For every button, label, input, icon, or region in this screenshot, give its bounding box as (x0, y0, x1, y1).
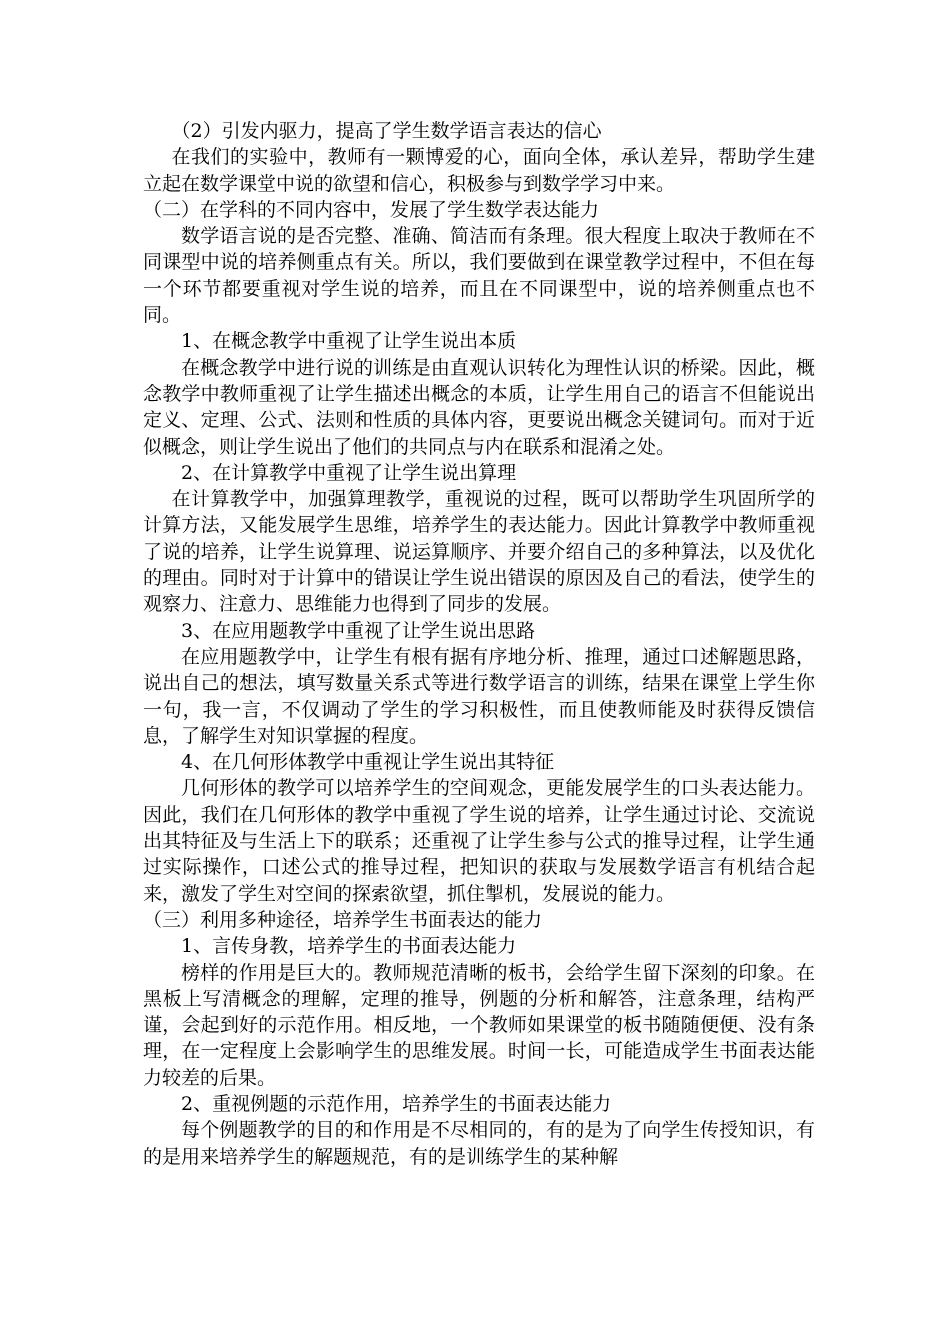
body-paragraph: 每个例题教学的目的和作用是不尽相同的，有的是为了向学生传授知识，有的是用来培养学生的解题规范，有的是训练学生的某种解 (143, 1119, 815, 1168)
document-page (143, 118, 815, 1170)
subheading-paragraph: 2、在计算教学中重视了让学生说出算理 (181, 461, 517, 484)
subheading-paragraph: （2）引发内驱力，提高了学生数学语言表达的信心 (171, 120, 602, 142)
body-paragraph: 数学语言说的是否完整、准确、简洁而有条理。很大程度上取决于教师在不同课型中说的培养侧重点有关。所以，我们要做到在课堂教学过程中，不但在每一个环节都要重视对学生说的培养，而且在不同课型中，说的培养侧重点也不同。 (143, 225, 815, 327)
section-heading: （三）利用多种途径，培养学生书面表达的能力 (143, 908, 543, 931)
body-paragraph: 几何形体的教学可以培养学生的空间观念，更能发展学生的口头表达能力。因此，我们在几何形体的教学中重视了学生说的培养，让学生通过讨论、交流说出其特征及与生活上下的联系；还重视了让学生参与公式的推导过程，让学生通过实际操作，口述公式的推导过程，把知识的获取与发展数学语言有机结合起来，激发了学生对空间的探索欲望，抓住掣机，发展说的能力。 (143, 777, 815, 905)
subheading-paragraph: 1、在概念教学中重视了让学生说出本质 (181, 330, 517, 353)
body-paragraph: 在概念教学中进行说的训练是由直观认识转化为理性认识的桥梁。因此，概念教学中教师重视了让学生描述出概念的本质，让学生用自己的语言不但能说出定义、定理、公式、法则和性质的具体内容，更要说出概念关键词句。而对于近似概念，则让学生说出了他们的共同点与内在联系和混淆之处。 (143, 356, 815, 458)
body-paragraph: 在我们的实验中，教师有一颗博爱的心，面向全体，承认差异，帮助学生建立起在数学课堂中说的欲望和信心，积极参与到数学学习中来。 (143, 146, 815, 195)
body-paragraph: 榜样的作用是巨大的。教师规范清晰的板书，会给学生留下深刻的印象。在黑板上写清概念的理解，定理的推导，例题的分析和解答，注意条理，结构严谨，会起到好的示范作用。相反地，一个教师如果课堂的板书随随便便、没有条理，在一定程度上会影响学生的思维发展。时间一长，可能造成学生书面表达能力较差的后果。 (143, 961, 815, 1089)
body-paragraph: 在计算教学中，加强算理教学，重视说的过程，既可以帮助学生巩固所学的计算方法，又能发展学生思维，培养学生的表达能力。因此计算教学中教师重视了说的培养，让学生说算理、说运算顺序、并要介绍自己的多种算法，以及优化的理由。同时对于计算中的错误让学生说出错误的原因及自己的看法，使学生的观察力、注意力、思维能力也得到了同步的发展。 (143, 488, 815, 616)
subheading-paragraph: 2、重视例题的示范作用，培养学生的书面表达能力 (181, 1092, 612, 1115)
body-paragraph: 在应用题教学中，让学生有根有据有序地分析、推理，通过口述解题思路，说出自己的想法，填写数量关系式等进行数学语言的训练，结果在课堂上学生你一句，我一言，不仅调动了学生的学习积极性，而且使教师能及时获得反馈信息，了解学生对知识掌握的程度。 (143, 645, 815, 747)
subheading-paragraph: 3、在应用题教学中重视了让学生说出思路 (181, 619, 536, 642)
subheading-paragraph: 4、在几何形体教学中重视让学生说出其特征 (181, 751, 555, 774)
section-heading: （二）在学科的不同内容中，发展了学生数学表达能力 (143, 198, 600, 221)
subheading-paragraph: 1、言传身教，培养学生的书面表达能力 (181, 935, 517, 958)
